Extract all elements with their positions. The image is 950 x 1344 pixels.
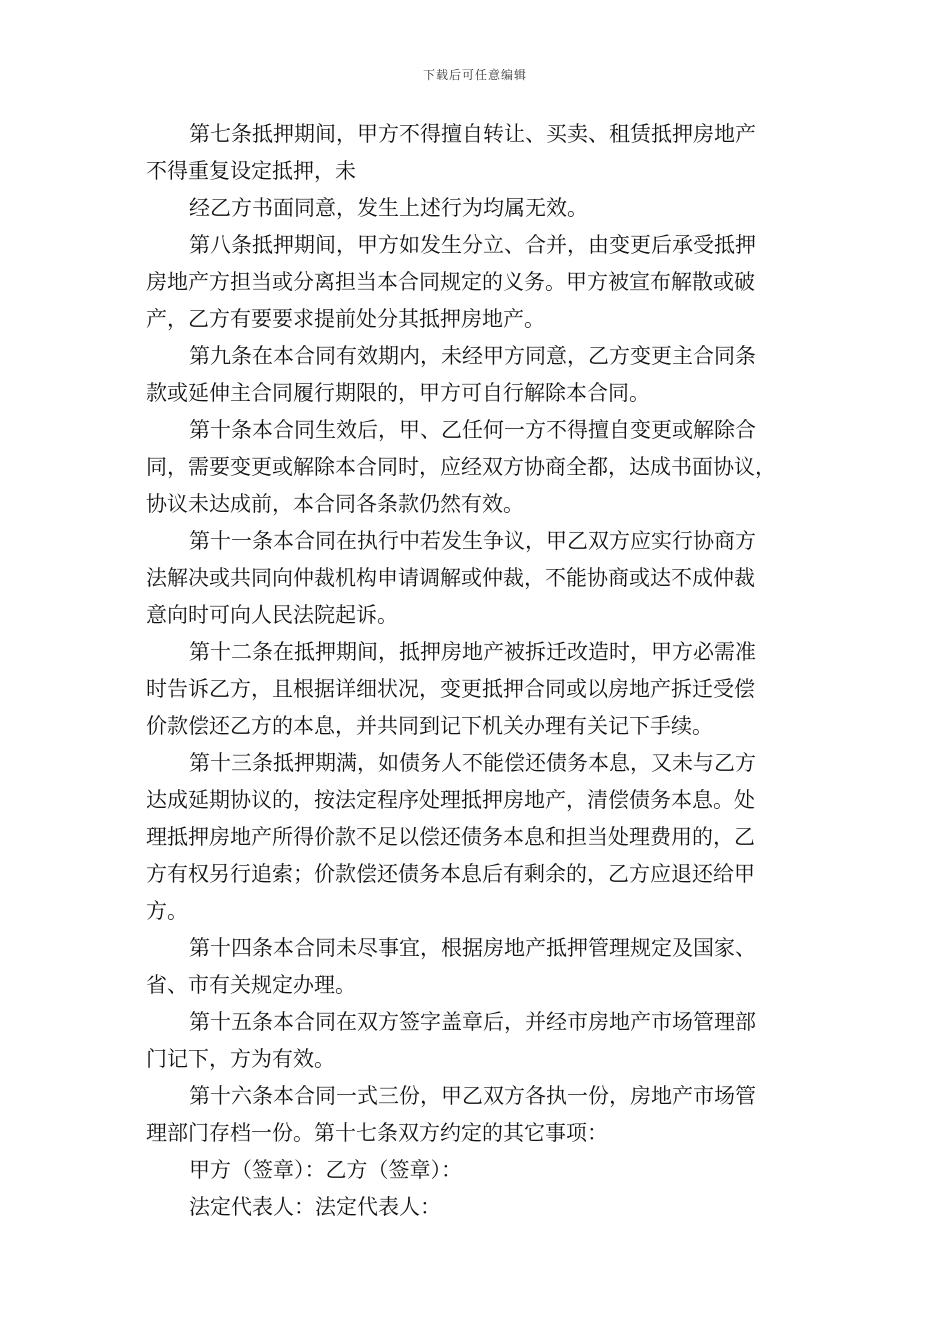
text-line: 第十五条本合同在双方签字盖章后，并经市房地产市场管理部: [189, 1010, 756, 1034]
text-line: 门记下，方为有效。: [146, 1047, 335, 1071]
text-line: 款或延伸主合同履行期限的，甲方可自行解除本合同。: [146, 381, 650, 405]
text-line: 协议未达成前，本合同各条款仍然有效。: [146, 492, 524, 516]
text-line: 第十一条本合同在执行中若发生争议，甲乙双方应实行协商方: [189, 529, 756, 553]
contract-body: [146, 116, 814, 1226]
text-line: 不得重复设定抵押，未: [146, 159, 356, 183]
text-line: 第七条抵押期间，甲方不得擅自转让、买卖、租赁抵押房地产: [189, 122, 756, 146]
text-line: 意向时可向人民法院起诉。: [146, 603, 398, 627]
legal-representative-line: 法定代表人：法定代表人：: [189, 1195, 441, 1219]
text-line: 达成延期协议的，按法定程序处理抵押房地产，清偿债务本息。处: [146, 788, 755, 812]
text-line: 理抵押房地产所得价款不足以偿还债务本息和担当处理费用的，乙: [146, 825, 755, 849]
text-line: 理部门存档一份。第十七条双方约定的其它事项：: [146, 1121, 608, 1145]
text-line: 第十四条本合同未尽事宜，根据房地产抵押管理规定及国家、: [189, 936, 756, 960]
text-line: 法解决或共同向仲裁机构申请调解或仲裁，不能协商或达不成仲裁: [146, 566, 755, 590]
page-header-note: 下载后可任意编辑: [422, 68, 527, 82]
text-line: 房地产方担当或分离担当本合同规定的义务。甲方被宣布解散或破: [146, 270, 755, 294]
text-line: 方。: [146, 899, 188, 923]
text-line: 第十条本合同生效后，甲、乙任何一方不得擅自变更或解除合: [189, 418, 756, 442]
text-line: 产，乙方有要要求提前处分其抵押房地产。: [146, 307, 545, 331]
text-line: 第九条在本合同有效期内，未经甲方同意，乙方变更主合同条: [189, 344, 756, 368]
signature-party-line: 甲方（签章）：乙方（签章）：: [189, 1158, 462, 1182]
text-line: 第十三条抵押期满，如债务人不能偿还债务本息，又未与乙方: [189, 751, 756, 775]
text-line: 经乙方书面同意，发生上述行为均属无效。: [189, 196, 588, 220]
text-line: 第十六条本合同一式三份，甲乙双方各执一份，房地产市场管: [189, 1084, 756, 1108]
text-line: 时告诉乙方，且根据详细状况，变更抵押合同或以房地产拆迁受偿: [146, 677, 755, 701]
text-line: 方有权另行追索；价款偿还债务本息后有剩余的，乙方应退还给甲: [146, 862, 755, 886]
text-line: 第十二条在抵押期间，抵押房地产被拆迁改造时，甲方必需准: [189, 640, 756, 664]
text-line: 同，需要变更或解除本合同时，应经双方协商全都，达成书面协议，: [146, 455, 776, 479]
text-line: 省、市有关规定办理。: [146, 973, 356, 997]
text-line: 价款偿还乙方的本息，并共同到记下机关办理有关记下手续。: [146, 714, 713, 738]
text-line: 第八条抵押期间，甲方如发生分立、合并，由变更后承受抵押: [189, 233, 756, 257]
